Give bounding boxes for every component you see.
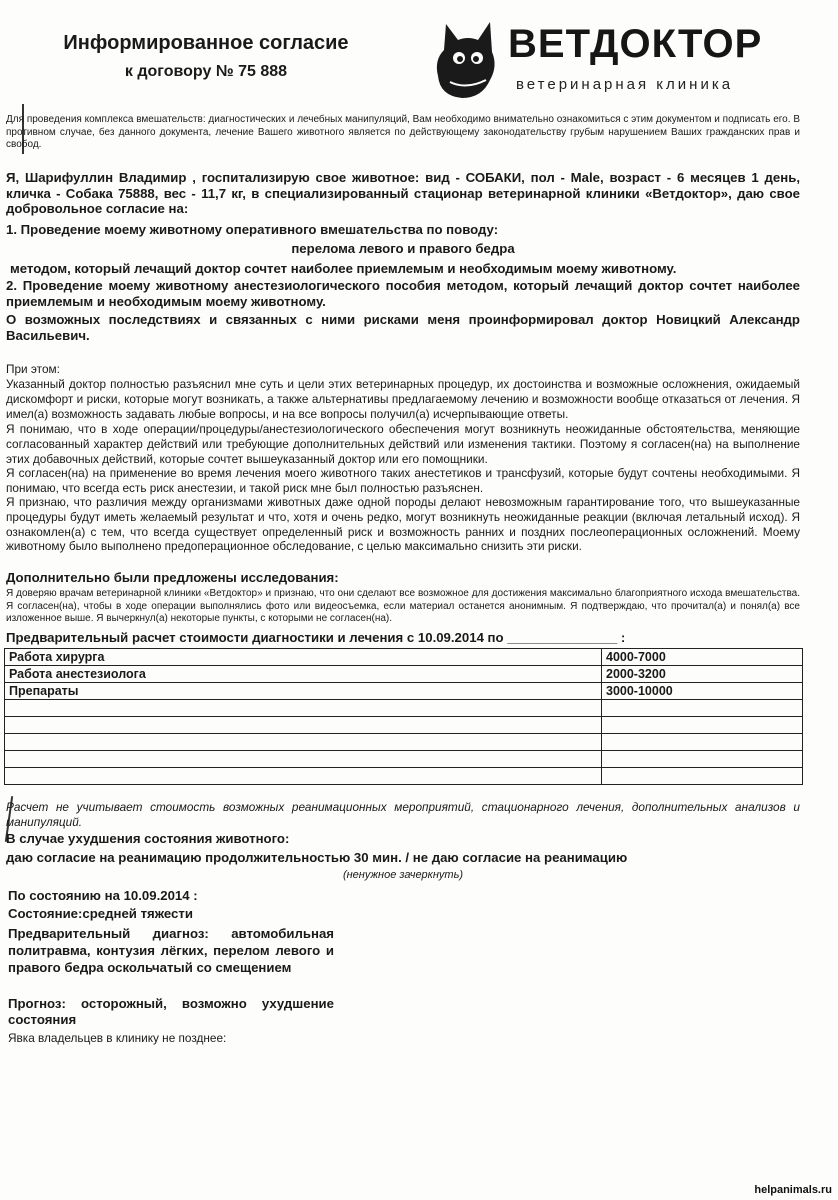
cost-item	[5, 717, 602, 734]
studies-paragraph: Я доверяю врачам ветеринарной клиники «Ветдоктор» и признаю, что они сделают все возможное для достижения максимально благоприятного исхода вмешательства. Я согласен(на), чтобы в ходе операции выполнялись фото или видеосъемка, если материал останется анонимным. Я подтверждаю, что прочитал(а) и понял(а) все изложенное выше. Я вычеркнул(а) некоторые пункты, с которыми не согласен(на).	[6, 588, 800, 624]
prognosis: Прогноз: осторожный, возможно ухудшение состояния	[8, 996, 334, 1027]
worsening-heading: В случае ухудшения состояния животного:	[6, 831, 290, 846]
surgery-method: методом, который лечащий доктор сочтет наиболее приемлемым и необходимым моему животному.	[10, 261, 677, 276]
consent-item-2: 2. Проведение моему животному анестезиологического пособия методом, который лечащий доктор сочтет наиболее приемлемым и необходимым моему животному.	[6, 278, 800, 309]
cost-price	[602, 717, 803, 734]
cost-item	[5, 768, 602, 785]
preliminary-diagnosis: Предварительный диагноз: автомобильная политравма, контузия лёгких, перелом левого и правого бедра оскольчатый со смещением	[8, 926, 334, 975]
cost-item	[5, 751, 602, 768]
clinic-logo	[432, 18, 812, 108]
cost-item	[5, 734, 602, 751]
doctor-informed: О возможных последствиях и связанных с ними рисками меня проинформировал доктор Новицкий Александр Васильевич.	[6, 312, 800, 343]
cost-item: Работа анестезиолога	[5, 666, 602, 683]
cost-price	[602, 768, 803, 785]
table-row	[5, 700, 803, 717]
table-row	[5, 768, 803, 785]
owner-visit-deadline: Явка владельцев в клинику не позднее:	[8, 1031, 227, 1045]
table-row	[5, 751, 803, 768]
terms-paragraph-2: Я понимаю, что в ходе операции/процедуры/анестезиологического обеспечения могут возникнуть неожиданные обстоятельства, меняющие согласованный характер действий или требующие дополнительных действий или изменения тактики. Поэтому я согласен(на) на выполнение этих добавочных действий, которые сочтет вышеуказанный доктор или его помощники.	[6, 422, 800, 466]
document-title-block	[36, 32, 376, 81]
condition-state: Состояние:средней тяжести	[8, 906, 193, 921]
cost-item: Препараты	[5, 683, 602, 700]
owner-consent-paragraph: Я, Шарифуллин Владимир , госпитализирую свое животное: вид - СОБАКИ, пол - Male, возраст - 6 месяцев 1 день, кличка - Собака 75888, вес - 11,7 кг, в специализированный стационар ветеринарной клиники «Ветдоктор», даю свое добровольное согласие на:	[6, 170, 800, 216]
cost-price: 3000-10000	[602, 683, 803, 700]
cost-price	[602, 734, 803, 751]
clinic-tagline: ветеринарная клиника	[516, 76, 734, 93]
cost-price	[602, 751, 803, 768]
condition-date: По состоянию на 10.09.2014 :	[8, 888, 198, 903]
table-row	[5, 666, 803, 683]
cost-heading: Предварительный расчет стоимости диагностики и лечения с 10.09.2014 по _______________ :	[6, 630, 626, 645]
table-row	[5, 717, 803, 734]
surgery-reason: перелома левого и правого бедра	[291, 241, 515, 256]
cost-item: Работа хирурга	[5, 649, 602, 666]
table-row	[5, 683, 803, 700]
document-title: Информированное согласие	[63, 32, 349, 54]
cost-price: 4000-7000	[602, 649, 803, 666]
cat-logo-icon	[432, 18, 502, 102]
strike-hint: (ненужное зачеркнуть)	[342, 869, 464, 881]
cost-table	[4, 648, 803, 785]
terms-heading: При этом:	[6, 362, 60, 376]
cost-item	[5, 700, 602, 717]
cost-price: 2000-3200	[602, 666, 803, 683]
watermark: helpanimals.ru	[754, 1184, 832, 1196]
studies-heading: Дополнительно были предложены исследования:	[6, 570, 339, 585]
cost-price	[602, 700, 803, 717]
reanimation-consent: даю согласие на реанимацию продолжительностью 30 мин. / не даю согласие на реанимацию	[6, 850, 628, 865]
cost-note: Расчет не учитывает стоимость возможных реанимационных мероприятий, стационарного лечения, дополнительных анализов и манипуляций.	[6, 800, 800, 829]
contract-number: к договору № 75 888	[124, 63, 288, 80]
terms-paragraph-4: Я признаю, что различия между организмами животных даже одной породы делают невозможным гарантирование того, что вышеуказанные процедуры будут иметь желаемый результат и что, хотя и очень редко, могут возникнуть неожиданные реакции (включая летальный исход). Я ознакомлен(а) с тем, что всегда существует определенный риск и возможность ранних и поздних послеоперационных осложнений. Моему животному было выполнено предоперационное обследование, с целью максимально снизить эти риски.	[6, 495, 800, 554]
table-row	[5, 734, 803, 751]
intro-paragraph: Для проведения комплекса вмешательств: диагностических и лечебных манипуляций, Вам необходимо внимательно ознакомиться с этим документом и подписать его. В противном случае, без данного документа, лечение Вашего животного является по действующему законодательству грубым нарушением Ваших гражданских прав и свобод.	[6, 114, 800, 150]
terms-paragraph-3: Я согласен(на) на применение во время лечения моего животного таких анестетиков и трансфузий, которые будут сочтены необходимыми. Я понимаю, что всегда есть риск анестезии, и такой риск мне был полностью разъяснен.	[6, 466, 800, 495]
consent-item-1: 1. Проведение моему животному оперативного вмешательства по поводу:	[6, 222, 499, 237]
table-row	[5, 649, 803, 666]
clinic-name: ВЕТДОКТОР	[508, 22, 763, 66]
terms-paragraph-1: Указанный доктор полностью разъяснил мне суть и цели этих ветеринарных процедур, их достоинства и возможные осложнения, ожидаемый дискомфорт и риски, которые могут возникать, а также альтернативы предлагаемому лечению и возможности вообще отказаться от лечения. Я имел(а) возможность задавать любые вопросы, и на все вопросы получил(а) исчерпывающие ответы.	[6, 377, 800, 421]
